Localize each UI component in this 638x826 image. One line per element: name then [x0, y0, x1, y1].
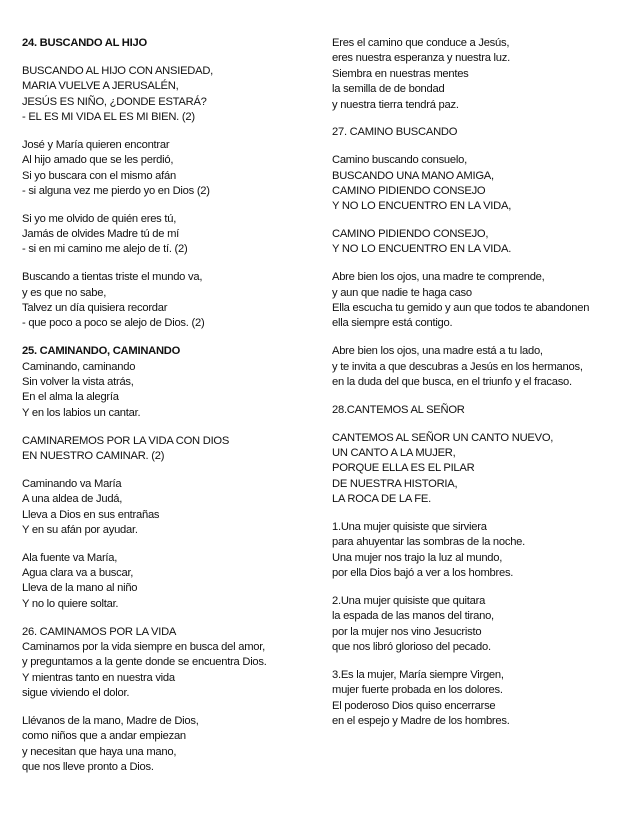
lyric-line: Sin volver la vista atrás,	[22, 375, 134, 388]
lyric-line: Abre bien los ojos, una madre está a tu lado,	[332, 345, 543, 358]
lyric-line: Y NO LO ENCUENTRO EN LA VIDA.	[332, 243, 512, 256]
lyric-line: 2.Una mujer quisiste que quitara	[332, 594, 486, 607]
lyric-line: y nuestra tierra tendrá paz.	[332, 98, 459, 111]
lyric-line: por ella Dios bajó a ver a los hombres.	[332, 567, 514, 580]
blank-line	[22, 199, 322, 211]
lyric-line: Y no lo quiere soltar.	[22, 597, 119, 610]
blank-line	[332, 508, 632, 520]
lyric-line: 1.Una mujer quisiste que sirviera	[332, 520, 487, 533]
blank-line	[22, 258, 322, 270]
blank-line	[332, 390, 632, 402]
song-heading: 24. BUSCANDO AL HIJO	[22, 37, 147, 49]
lyric-line: A una aldea de Judá,	[22, 493, 123, 506]
lyric-line: Siembra en nuestras mentes	[332, 67, 469, 80]
lyric-line: y es que no sabe,	[22, 286, 107, 299]
lyric-line: JESÚS ES NIÑO, ¿DONDE ESTARÁ?	[22, 95, 207, 108]
lyric-line: - que poco a poco se alejo de Dios. (2)	[22, 317, 205, 330]
blank-line	[332, 418, 632, 430]
blank-line	[22, 464, 322, 476]
blank-line	[332, 581, 632, 593]
lyric-line: PORQUE ELLA ES EL PILAR	[332, 462, 475, 475]
lyric-line: Buscando a tientas triste el mundo va,	[22, 271, 203, 284]
lyric-line: UN CANTO A LA MUJER,	[332, 446, 456, 459]
lyric-line: la semilla de de bondad	[332, 83, 445, 96]
lyric-line: como niños que a andar empiezan	[22, 730, 186, 743]
lyric-line: sigue viviendo el dolor.	[22, 687, 130, 700]
lyric-line: Talvez un día quisiera recordar	[22, 302, 168, 315]
blank-line	[332, 215, 632, 227]
lyric-line: y necesitan que haya una mano,	[22, 745, 177, 758]
lyric-line: El poderoso Dios quiso encerrarse	[332, 699, 496, 712]
lyric-line: Eres el camino que conduce a Jesús,	[332, 37, 510, 49]
lyric-line: Lleva a Dios en sus entrañas	[22, 508, 160, 521]
blank-line	[22, 332, 322, 344]
lyric-line: la espada de las manos del tirano,	[332, 610, 494, 623]
lyric-line: DE NUESTRA HISTORIA,	[332, 477, 458, 490]
lyric-line: 28.CANTEMOS AL SEÑOR	[332, 403, 465, 416]
lyric-line: 3.Es la mujer, María siempre Virgen,	[332, 668, 504, 681]
lyric-line: BUSCANDO AL HIJO CON ANSIEDAD,	[22, 64, 214, 77]
lyric-line: Jamás de olvides Madre tú de mí	[22, 228, 180, 241]
lyric-line: BUSCANDO UNA MANO AMIGA,	[332, 169, 494, 182]
blank-line	[22, 51, 322, 63]
lyric-line: Y en su afán por ayudar.	[22, 523, 138, 536]
lyric-line: Una mujer nos trajo la luz al mundo,	[332, 551, 503, 564]
lyric-line: Si yo me olvido de quién eres tú,	[22, 212, 177, 225]
lyric-line: Caminando, caminando	[22, 360, 136, 373]
lyric-line: y preguntamos a la gente donde se encuentra Dios.	[22, 656, 267, 669]
song-heading: 25. CAMINANDO, CAMINANDO	[22, 345, 181, 358]
blank-line	[332, 332, 632, 344]
blank-line	[22, 538, 322, 550]
lyric-line: Al hijo amado que se les perdió,	[22, 154, 174, 167]
blank-line	[22, 125, 322, 137]
lyric-line: Abre bien los ojos, una madre te comprende,	[332, 271, 545, 284]
lyric-line: Y NO LO ENCUENTRO EN LA VIDA,	[332, 200, 512, 213]
lyric-line: CAMINO PIDIENDO CONSEJO	[332, 184, 486, 197]
lyric-line: CAMINO PIDIENDO CONSEJO,	[332, 228, 489, 241]
lyric-line: Y en los labios un cantar.	[22, 406, 141, 419]
lyric-line: en la duda del que busca, en el triunfo y el fracaso.	[332, 375, 572, 388]
blank-line	[332, 655, 632, 667]
lyric-line: Si yo buscara con el mismo afán	[22, 169, 176, 182]
blank-line	[332, 113, 632, 125]
lyric-line: Agua clara va a buscar,	[22, 567, 134, 580]
lyric-line: EN NUESTRO CAMINAR. (2)	[22, 449, 165, 462]
lyric-line: CANTEMOS AL SEÑOR UN CANTO NUEVO,	[332, 431, 554, 444]
lyric-line: Ella escucha tu gemido y aun que todos te abandonen	[332, 302, 590, 315]
blank-line	[22, 702, 322, 714]
lyric-line: ella siempre está contigo.	[332, 317, 453, 330]
lyric-line: y aun que nadie te haga caso	[332, 286, 472, 299]
lyric-line: en el espejo y Madre de los hombres.	[332, 714, 510, 727]
lyric-line: CAMINAREMOS POR LA VIDA CON DIOS	[22, 434, 230, 447]
lyric-line: que nos libró glorioso del pecado.	[332, 641, 491, 654]
lyric-line: eres nuestra esperanza y nuestra luz.	[332, 52, 510, 65]
right-column	[332, 36, 632, 729]
lyric-line: por la mujer nos vino Jesucristo	[332, 625, 482, 638]
lyric-line: Llévanos de la mano, Madre de Dios,	[22, 714, 199, 727]
lyric-line: para ahuyentar las sombras de la noche.	[332, 536, 525, 549]
blank-line	[332, 258, 632, 270]
lyric-line: - EL ES MI VIDA EL ES MI BIEN. (2)	[22, 110, 195, 123]
blank-line	[22, 612, 322, 624]
lyric-line: José y María quieren encontrar	[22, 138, 170, 151]
lyric-line: que nos lleve pronto a Dios.	[22, 761, 154, 774]
lyric-line: - si en mi camino me alejo de tí. (2)	[22, 243, 188, 256]
lyric-line: Y mientras tanto en nuestra vida	[22, 671, 175, 684]
lyric-line: 27. CAMINO BUSCANDO	[332, 126, 458, 139]
lyric-line: Caminando va María	[22, 477, 122, 490]
lyric-line: MARIA VUELVE A JERUSALÉN,	[22, 80, 179, 93]
lyric-line: En el alma la alegría	[22, 391, 119, 404]
blank-line	[22, 421, 322, 433]
lyric-line: LA ROCA DE LA FE.	[332, 493, 431, 506]
lyric-line: Camino buscando consuelo,	[332, 154, 467, 167]
lyric-line: y te invita a que descubras a Jesús en los hermanos,	[332, 360, 583, 373]
lyric-line: Ala fuente va María,	[22, 551, 118, 564]
lyric-line: Caminamos por la vida siempre en busca del amor,	[22, 641, 265, 654]
left-column	[22, 36, 322, 776]
lyric-line: mujer fuerte probada en los dolores.	[332, 684, 503, 697]
blank-line	[332, 141, 632, 153]
lyric-line: 26. CAMINAMOS POR LA VIDA	[22, 625, 177, 638]
lyric-line: Lleva de la mano al niño	[22, 582, 138, 595]
lyric-line: - si alguna vez me pierdo yo en Dios (2)	[22, 184, 210, 197]
